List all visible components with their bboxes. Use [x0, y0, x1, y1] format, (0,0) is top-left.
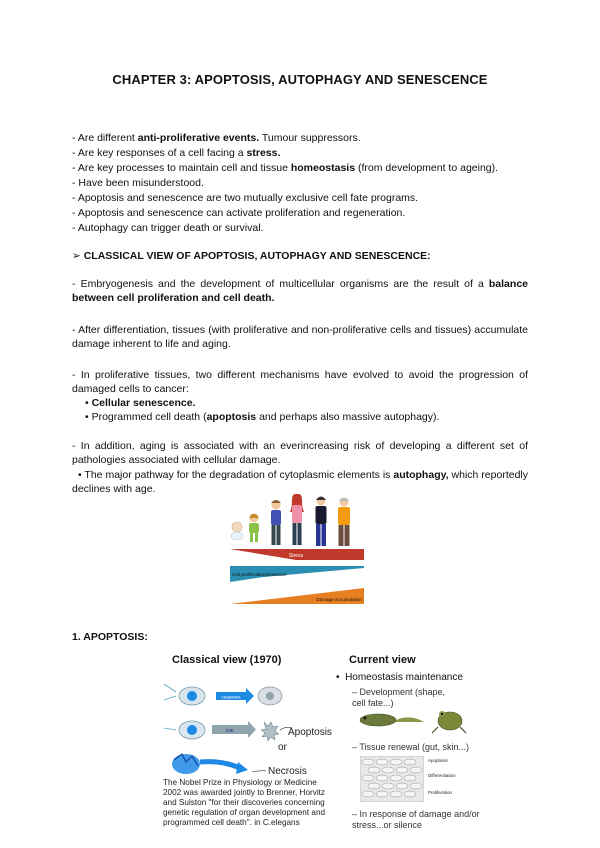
p5-pre: • The major pathway for the degradation of cytoplasmic elements is	[78, 469, 394, 481]
apoptosis-heading: 1. APOPTOSIS:	[72, 631, 148, 643]
intro-item	[72, 131, 361, 145]
intro-item-text: - Apoptosis and senescence can activate proliferation and regeneration.	[72, 207, 406, 219]
intro-item-suffix: Tumour suppressors.	[259, 132, 361, 144]
tissue-label-proliferation: Proliferation	[428, 790, 453, 795]
intro-item	[72, 221, 263, 235]
bullet-senescence-text: Cellular senescence.	[91, 397, 196, 409]
paragraph-mechanisms: - In proliferative tissues, two different mechanisms have evolved to avoid the progression of damaged cells to cancer:	[72, 369, 528, 395]
b2-post: and perhaps also massive autophagy).	[256, 411, 440, 423]
intro-item	[72, 176, 204, 190]
baby-icon	[231, 522, 243, 540]
teen-icon	[271, 500, 281, 545]
intro-item-bold: stress.	[246, 147, 281, 159]
apoptotic-body-icon	[261, 722, 279, 741]
classical-heading: ➢ CLASSICAL VIEW OF APOPTOSIS, AUTOPHAGY AND SENESCENCE:	[72, 250, 431, 262]
intro-item	[72, 161, 498, 175]
frog-icon	[432, 711, 466, 733]
classical-view-title: Classical view (1970)	[172, 654, 282, 666]
tissue-renewal-figure	[360, 756, 424, 802]
cell-shrunk-icon	[258, 687, 282, 705]
b2-pre: Programmed cell death (	[91, 411, 207, 423]
child-icon	[249, 514, 259, 543]
b2-bold: apoptosis	[206, 411, 257, 423]
intro-item	[72, 191, 418, 205]
current-item-development: – Development (shape, cell fate...)	[352, 687, 446, 708]
current-item-damage: – In response of damage and/or stress...or silence	[352, 809, 480, 830]
intro-item	[72, 206, 405, 220]
paragraph-aging: - In addition, aging is associated with an everincreasing risk of developing a different set of pathologies associated with cellular damage.	[72, 440, 528, 466]
apoptosis-label: Apoptosis	[288, 727, 332, 738]
or-label: or	[278, 742, 287, 753]
intro-item-suffix: (from development to ageing).	[355, 162, 499, 174]
intro-item	[72, 146, 280, 160]
bullet-apoptosis: • Programmed cell death (apoptosis and perhaps also massive autophagy).	[85, 411, 440, 423]
cell-normal-icon	[179, 687, 205, 705]
current-item-tissue-renewal: – Tissue renewal (gut, skin...)	[352, 742, 470, 752]
intro-item-text: - Apoptosis and senescence are two mutually exclusive cell fate programs.	[72, 192, 419, 204]
intro-item-text: - Are key processes to maintain cell and tissue	[72, 162, 291, 174]
page-title: CHAPTER 3: APOPTOSIS, AUTOPHAGY AND SENESCENCE	[112, 72, 488, 87]
nobel-prize-note: The Nobel Prize in Physiology or Medicine 2002 was awarded jointly to Brenner, Horvitz and Sulston "for their discoveries concerning genetic regulation of organ development and programmed cell death". in C.elegans	[163, 778, 326, 827]
paragraph-embryogenesis	[72, 277, 528, 305]
man-icon	[316, 497, 327, 547]
current-item-homeostasis-text: Homeostasis maintenance	[345, 672, 463, 683]
development-figure	[352, 705, 472, 735]
intro-item-text: - Have been misunderstood.	[72, 177, 204, 189]
necrosis-label: Necrosis	[268, 766, 307, 777]
caspase-label: caspases	[221, 694, 241, 700]
tissue-label-differentiation: Differentiation	[428, 773, 456, 778]
paragraph-differentiation: - After differentiation, tissues (with proliferative and non-proliferative cells and tissues) accumulate damage inherent to life and aging.	[72, 324, 528, 350]
woman-icon	[290, 494, 304, 545]
protective-label: Anti-proliferative/protective	[232, 572, 287, 577]
p5-post: which reportedly declines with age.	[72, 469, 529, 495]
tissue-label-apoptosis: Apoptosis	[428, 758, 448, 763]
p5-bold: autophagy,	[393, 469, 449, 481]
p1-text: - Embryogenesis and the development of multicellular organisms are the result of a	[72, 278, 489, 290]
intro-item-text: - Are different	[72, 132, 138, 144]
current-item-homeostasis: • Homeostasis maintenance	[336, 672, 463, 683]
aging-figure	[226, 494, 368, 610]
current-view-title: Current view	[349, 654, 416, 666]
stress-label: Stress	[288, 553, 304, 559]
intro-item-bold: anti-proliferative events.	[137, 132, 260, 144]
damage-label: Damage accumulation	[316, 597, 362, 602]
tadpole-icon	[360, 714, 424, 726]
intro-item-text: - Are key responses of a cell facing a	[72, 147, 247, 159]
die-label: DIE	[226, 728, 234, 733]
elder-icon	[338, 498, 350, 547]
necrosis-arrow-icon	[252, 771, 266, 772]
intro-item-bold: homeostasis	[290, 162, 356, 174]
bullet-senescence: • Cellular senescence.	[85, 397, 196, 409]
cell-damaged-icon	[172, 754, 200, 774]
intro-item-text: - Autophagy can trigger death or survival.	[72, 222, 264, 234]
p1-bold: balance between cell proliferation and cell death.	[72, 278, 528, 304]
cell-stressed-icon	[179, 721, 205, 739]
paragraph-autophagy	[72, 468, 528, 496]
